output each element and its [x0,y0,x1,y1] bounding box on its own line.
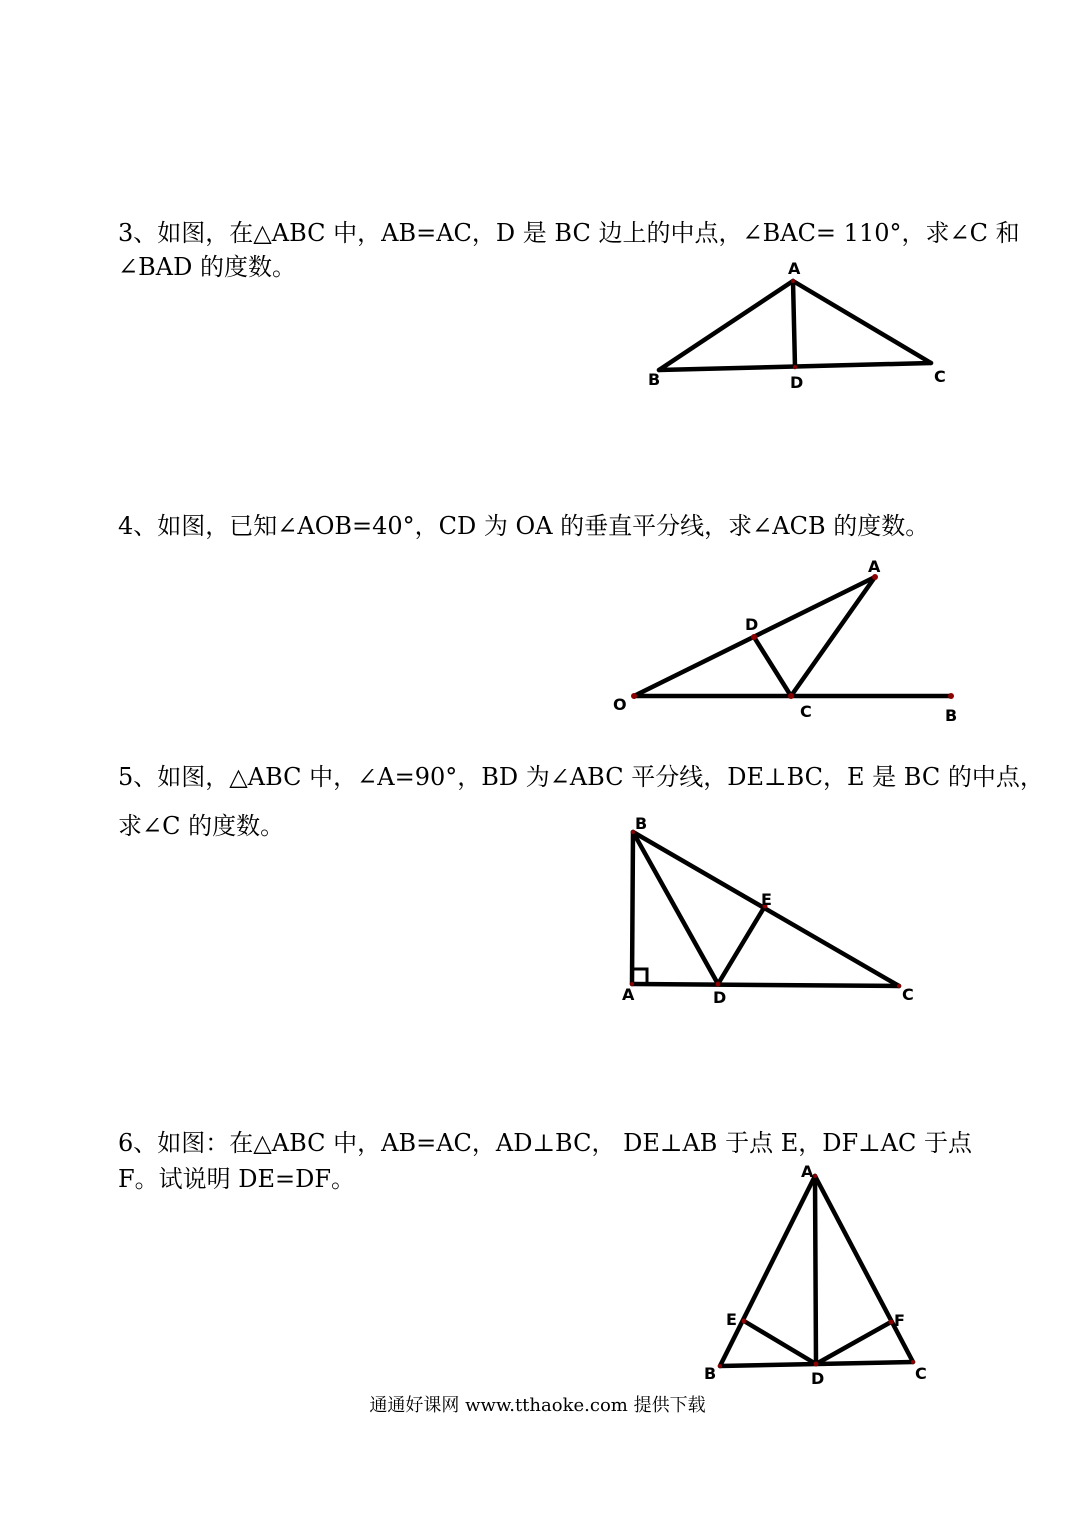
segment-ad [815,1176,816,1364]
segment-ab [632,832,633,984]
problem-text-line: 5、如图，△ABC 中，∠A=90°，BD 为∠ABC 平分线，DE⊥BC，E 是 BC 的中点， [118,763,1044,791]
segment-ac [793,281,931,363]
segment-ad [793,281,795,367]
footer-text: 通通好课网 www.tthaoke.com 提供下载 [369,1395,706,1416]
problem-4 [118,508,963,544]
label-d: D [790,373,804,392]
problem-text-line: 4、如图，已知∠AOB=40°，CD 为 OA 的垂直平分线，求∠ACB 的度数。 [118,512,930,540]
right-angle-mark [633,969,647,984]
label-e: E [761,890,772,909]
point-f [889,1320,894,1325]
point-c [788,693,794,699]
label-b: B [704,1364,717,1383]
point-a [791,279,795,283]
point-d [751,634,757,640]
problem-number: 3、 [118,219,158,247]
point-c [897,984,901,988]
label-b: B [945,706,958,725]
figure-problem-6 [695,1155,945,1388]
point-b [948,693,954,699]
segment-dc [754,637,791,696]
label-a: A [868,557,881,576]
figure-problem-4 [605,555,975,725]
label-b: B [635,814,648,833]
figure-problem-5 [615,810,935,1015]
point-d [814,1362,819,1367]
segment-df [816,1322,891,1364]
point-o [631,693,637,699]
label-o: O [613,695,627,714]
problem-text-line: ∠BAD 的度数。 [118,253,296,281]
point-d [793,365,797,369]
point-b [718,1364,722,1368]
problem-text-line: 3、如图，在△ABC 中，AB=AC，D 是 BC 边上的中点，∠BAC= 110°，求∠C 和 [118,219,1020,247]
problem-text-line: 求∠C 的度数。 [118,812,285,840]
label-a: A [788,259,801,278]
label-d: D [811,1369,825,1388]
point-a [813,1174,817,1178]
problem-text-line: 6、如图：在△ABC 中，AB=AC，AD⊥BC， DE⊥AB 于点 E，DF⊥AC 于点 [118,1129,973,1157]
figure-problem-3 [640,258,960,398]
segment-ac [791,577,875,696]
problem-number: 4、 [118,512,158,540]
label-c: C [915,1364,927,1383]
label-e: E [726,1310,737,1329]
label-a: A [801,1162,814,1181]
segment-bc [633,832,899,986]
problem-number: 5、 [118,763,158,791]
label-c: C [800,702,812,721]
label-c: C [902,985,914,1004]
label-d: D [713,988,727,1007]
label-c: C [934,367,946,386]
segment-ac [815,1176,913,1362]
label-a: A [622,985,635,1004]
point-e [742,1319,747,1324]
label-b: B [648,370,661,389]
point-d [716,982,721,987]
segment-de [744,1321,816,1364]
segment-ac [632,984,899,986]
segment-ab [659,281,793,370]
problem-text-line: F。试说明 DE=DF。 [118,1165,356,1193]
segment-de [718,906,765,984]
label-d: D [745,615,759,634]
label-f: F [894,1311,905,1330]
problem-number: 6、 [118,1129,158,1157]
